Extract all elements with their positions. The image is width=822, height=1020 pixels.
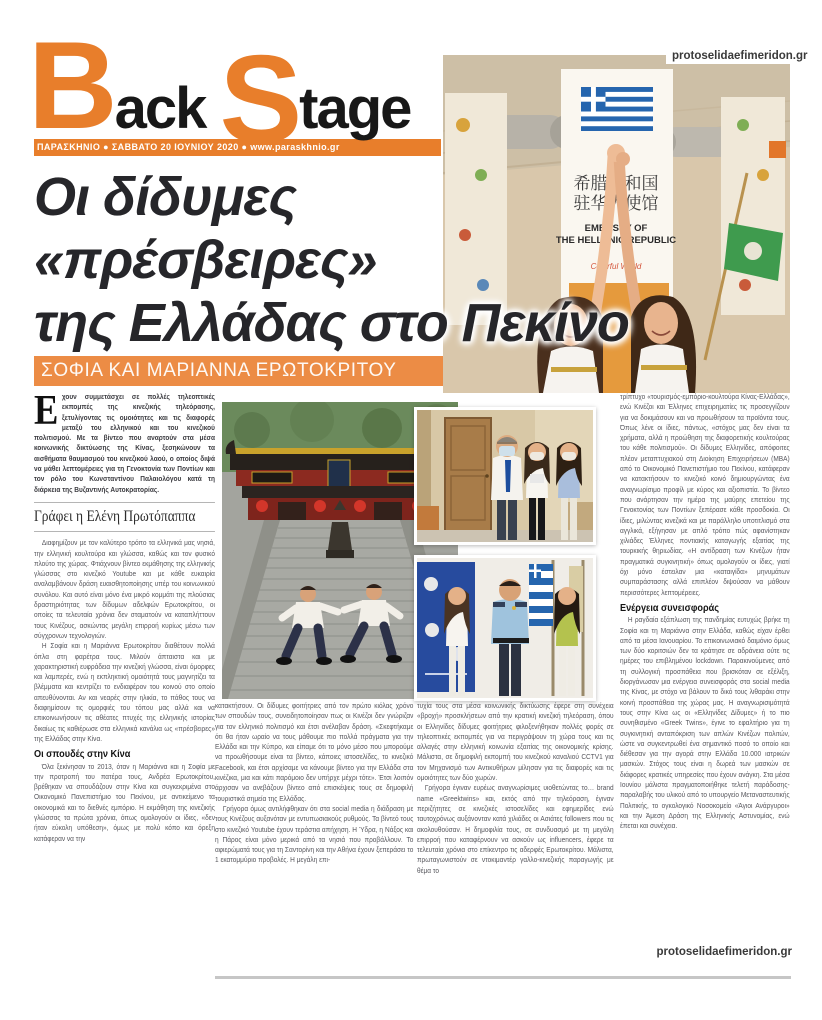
embassy-caption-line2: THE HELLENIC REPUBLIC [555, 235, 677, 246]
article-headline [34, 166, 629, 355]
paragraph-col4-1: τρίπτυχο «τουρισμός-εμπόριο-κουλτούρα Κίνας-Ελλάδας», ενώ Κινέζοι και Έλληνες επιχειρηματίες τις προσεγγίζουν για να δοκιμάσουν και να προωθήσουν τα προϊόντα τους. Όπως λένε οι ίδιες, πάντως, «στόχος μας δεν είναι τα χρήματα, αλλά η προώθηση της διαφορετικής κουλτούρας του κάθε πολιτισμού». Οι δίδυμες Ελληνίδες, απόφοιτες πλέον μεταπτυχιακού στη Διοίκηση Επιχειρήσεων (MBA) από το Οικονομικό Πανεπιστήμιο του Πεκίνου, κατάφεραν να κατακτήσουν το κινεζικό κοινό δημιουργώντας ένα αναγνωρίσιμο προφίλ με κύρος και αξιοπιστία. Το βίντεο που ανάρτησαν την ημέρα της μαύρης επετείου της Γενοκτονίας των Ποντίων ξεπέρασε κάθε προσδοκία. Οι ίδιες, μιλώντας κινεζικά και με παράλληλο υποτιτλισμό στα αγγλικά, εξήγησαν με απλό τρόπο πώς αφανίστηκαν χιλιάδες Έλληνες ποντιακής καταγωγής εξαιτίας της τουρκικής θηριωδίας. «Η αντίδραση των Κινέζων ήταν πραγματικά συγκινητική» όπως ομολογούν οι ίδιες, γιατί όχι μόνο έστειλαν μια «καταιγίδα» μηνυμάτων συμπαράστασης αλλά επιπλέον διψούσαν να μάθουν περισσότερες λεπτομέρειες. [620, 392, 790, 597]
subhead-energy: Ενέργεια συνεισφοράς [620, 601, 719, 614]
bottom-divider [215, 976, 791, 979]
official-meeting-photo [414, 407, 596, 545]
drop-cap: Ε [34, 392, 59, 434]
logo-text-tage: tage [299, 76, 411, 141]
paragraph-col2-2: Γρήγορα όμως αντιλήφθηκαν ότι στα social media η διάδραση με τους Κινέζους αυξανόταν με εντυπωσιακούς ρυθμούς. Τα βίντεό τους στο κινεζικό Youtube έχουν τεράστια απήχηση. Η Ύδρα, η Νάξος και η Πάρος είναι μόνο μερικά από τα νησιά που προβάλλουν. Το αφιερώματά τους για τη Σαντορίνη και την Αθήνα έχουν ξεπεράσει το 1 εκατομμύριο προβολές. Η μεγάλη επι- [215, 803, 414, 865]
watermark-top: protoselidaefimeridon.gr [666, 48, 813, 64]
backstage-logo [28, 17, 411, 169]
logo-letter-b: B [28, 17, 115, 155]
greek-flag [581, 87, 653, 131]
embassy-caption-line1: EMBASSY OF [584, 223, 648, 234]
headline-line1: Οι δίδυμες [34, 167, 297, 227]
embassy-chinese-line1: 希腊共和国 [573, 174, 659, 193]
paragraph-col3-1: τυχία τους στα μέσα κοινωνικής δικτύωσης έφερε στη συνέχεια «βροχή» προσκλήσεων από την κρατική κινεζική τηλεόραση, όπου οι Ελληνίδες δίδυμες φοιτήτριες φιλοξενήθηκαν πολλές φορές σε τηλεοπτικές εκπομπές για να περιγράψουν τη χώρα τους και τις αλλαγές στην ελληνική κοινωνία εξαιτίας της οικονομικής κρίσης. Μάλιστα, σε δημοφιλή εκπομπή του κινεζικού καναλιού CCTV1 για τον Μηχανισμό των Αντικυθήρων μίλησαν για τις διαφορές και τις ομοιότητες των δύο χωρών. [417, 701, 614, 783]
paragraph-col2-1: κατακτήσουν. Οι δίδυμες φοιτήτριες από τον πρώτο κιόλας χρόνο των σπουδών τους, συνειδητοποίησαν πως οι Κινέζοι δεν γνώριζαν για τον ελληνικό πολιτισμό και έτσι ανέλαβαν δράση. «Σκεφτήκαμε ότι θα ήταν ωραίο να τους μάθουμε πιο πολλά πράγματα για την Ελλάδα και την Κύπρο, και είπαμε ότι το μόνο μέσο που μπορούμε να προωθήσουμε είναι τα βίντεο, κάποιες ιστοσελίδες, το κινεζικό Facebook, και έτσι αρχίσαμε να κάνουμε βίντεο για την Ελλάδα στα κινέζικα, μια και κάτι παρόμοιο δεν υπήρχε μέχρι τότε». Έτσι λοιπόν άρχισαν να ανεβάζουν βίντεο από επισκέψεις τους σε δημοφιλή τουριστικά σημεία της Ελλάδας. [215, 701, 414, 803]
column-1 [34, 392, 215, 966]
colorful-world-logo: Colorful World [590, 262, 642, 271]
logo-letter-s: S [219, 31, 300, 169]
police-visit-illustration [417, 558, 593, 698]
police-visit-photo [414, 555, 596, 701]
embassy-chinese-line2: 驻华大使馆 [573, 194, 659, 213]
lead-paragraph [34, 392, 215, 495]
subhead-studies: Οι σπουδές στην Κίνα [34, 748, 131, 761]
headline-line2: «πρέσβειρες» [34, 230, 377, 290]
masthead-dateline-strip: ΠΑΡΑΣΚΗΝΙΟ ● ΣΑΒΒΑΤΟ 20 ΙΟΥΝΙΟΥ 2020 ● www.paraskhnio.gr [34, 139, 441, 156]
paragraph-col3-2: Γρήγορα έγιναν ευρέως αναγνωρίσιμες υιοθετώντας το… brand name «Greektwins» και, εκτός από την τηλεόραση, έγιναν περιζήτητες σε κινεζικές ιστοσελίδες και εφημερίδες ενώ ταυτοχρόνως αυξάνονταν κατά χιλιάδες οι Ασιάτες followers που τις ακολουθούσαν. Η δημοφιλία τους, σε συνδυασμό με τη μεγάλη επιρροή που καταφέρνουν να ασκούν ως influencers, έφερε τα τελευταία χρόνια στο επίκεντρο τις αδερφές Ερωτοκρίτου. Μάλιστα, πρωταγωνιστούν σε ντοκιμαντέρ γαλλο-κινεζικής παραγωγής με θέμα το [417, 783, 614, 875]
official-meeting-illustration [417, 410, 593, 542]
column-3 [417, 701, 614, 971]
kicker-bar: ΣΟΦΙΑ ΚΑΙ ΜΑΡΙΑΝΝΑ ΕΡΩΤΟΚΡΙΤΟΥ [34, 356, 443, 386]
watermark-bottom: protoselidaefimeridon.gr [656, 946, 792, 958]
headline-line3: της Ελλάδας στο Πεκίνο [34, 293, 629, 353]
logo-text-ack: ack [114, 76, 220, 141]
byline: Γράφει η Ελένη Πρωτόπαππα [34, 502, 215, 532]
column-2 [215, 701, 413, 971]
lead-text: χουν συμμετάσχει σε πολλές τηλεοπτικές εκπομπές της κινεζικής τηλεόρασης, ξετυλίγοντας τις ομοιότητες και τις διαφορές μεταξύ του ελληνικού και του κινεζικού πολιτισμού. Με τα βίντεο που αναρτούν στα μέσα κοινωνικής δικτύωσης της Κίνας, ξεσηκώνουν τα αισθήματα θαυμασμού του κινεζικού λαού, ο οποίος διψά να μάθει λεπτομέρειες για τη Γενοκτονία των Ποντίων και τον ρόλο του Κωνσταντίνου Παλαιολόγου κατά τη διάρκεια της Βυζαντινής Αυτοκρατορίας. [34, 392, 215, 494]
paragraph-col4-2: Η ραγδαία εξάπλωση της πανδημίας ευτυχώς βρήκε τη Σοφία και τη Μαριάννα στην Ελλάδα, καθώς είχαν έρθει από τα μέσα Ιανουαρίου. Το επικοινωνιακό δαιμόνιο όμως των δύο κοριτσιών δεν τα κράτησε σε αδράνεια ούτε τις ημέρες του επιβλημένου lockdown. Παρακινούμενες από τη συλλογική προσπάθεια που βρισκόταν σε εξέλιξη, διοργάνωσαν μια ενέργεια συνεισφοράς στα social media της Κίνας, με στόχο να βάλουν το δικό τους λιθαράκι στην κοινή προσπάθεια της χώρας μας. Η αναγνωρισιμότητά τους στην Κίνα ως οι «Ελληνίδες Δίδυμες» ή το πιο συνηθισμένο «Greek Twins», έγινε το εφαλτήριο για τη συγκινητική ανταπόκριση των απλών Κινέζων πολιτών, ώστε να συγκεντρωθεί ένα σημαντικό ποσό το οποίο και διέθεσαν για την αγορά στην Ελλάδα 10.000 ιατρικών μασκών. Στόχος τους είναι η δωρεά των μασκών σε διάφορες κρατικές υπηρεσίες που έχουν ανάγκη. Στα μέσα Ιουνίου μάλιστα πραγματοποιήθηκε τελετή παράδοσης-παραλαβής του υλικού από το υπουργείο Μεταναστευτικής Πολιτικής, το ογκολογικό Νοσοκομείο «Άγιοι Ανάργυροι» και την Άμεση Δράση της Ελληνικής Αστυνομίας, ενώ έπεται και συνέχεια. [620, 615, 790, 831]
column-4 [620, 392, 790, 954]
paragraph-p4: Όλα ξεκίνησαν το 2013, όταν η Μαριάννα και η Σοφία με την προτροπή του πατέρα τους, Ανδρέα Ερωτοκρίτου, βρέθηκαν να σπουδάζουν στην Κίνα και συγκεκριμένα στο Οικονομικό Πανεπιστήμιο του Πεκίνου, με αντικείμενο τα οικονομικά και το διεθνές εμπόριο. Η εκμάθηση της κινεζικής γλώσσας τα πρώτα χρόνια, όπως ομολογούν οι ίδιες, «δεν ήταν εύκολη υπόθεση», όμως με πολύ κόπο και όρεξη κατάφεραν να την [34, 761, 215, 843]
paragraph-p3: Η Σοφία και η Μαριάννα Ερωτοκρίτου διαθέτουν πολλά όπλα στη φαρέτρα τους. Μιλούν άπταιστα και με χαρακτηριστική ευφράδεια την κινεζική γλώσσα, είναι όμορφες και λαμπερές, ενώ η εκπληκτική ομοιότητά τους μαγνητίζει τα βλέμματα και κεντρίζει το ενδιαφέρον του κοινού στο οποίο απευθύνονται. Αν και νεαρές στην ηλικία, το πάθος τους να διαφημίσουν τις ομορφιές του τόπου μας αλλά και να επικοινωνήσουν τις αθέατες πτυχές της ελληνικής ιστορίας δικαίως τις καθιέρωσε στα ελληνικά κανάλια ως «πρέσβειρες» της Ελλάδας στην Κίνα. [34, 641, 215, 743]
paragraph-p2: Διαφημίζουν με τον καλύτερο τρόπο τα ελληνικά μας νησιά, την ελληνική κουλτούρα και γλώσσα, καθώς και τον φυσικό πλούτο της χώρας. Φτιάχνουν βίντεο εκμάθησης της ελληνικής γλώσσας στο κινεζικό Youtube και με κάθε ευκαιρία αναλαμβάνουν δράση ευαισθητοποίησης υπέρ του κοινωνικού συνόλου. Και αυτό είναι μόνο ένα μικρό κομμάτι της πλούσιας δραστηριότητας των δίδυμων αδελφών Ερωτοκρίτου, οι οποίες τα τελευταία χρόνια δεν σταματούν να καταπλήττουν τους Κινέζους, ασκώντας μεγάλη επιρροή κυρίως μέσω των σύγχρονων τεχνολογιών. [34, 538, 215, 640]
